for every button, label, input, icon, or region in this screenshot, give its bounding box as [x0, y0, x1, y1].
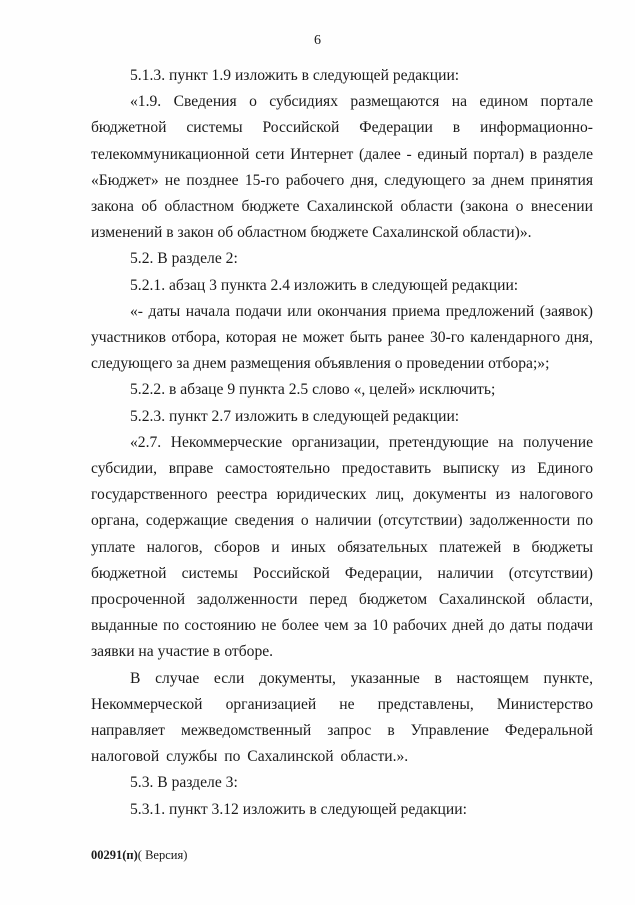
document-code: 00291(п): [91, 848, 138, 862]
document-footer-code: [91, 848, 187, 863]
paragraph-5-2-3: 5.2.3. пункт 2.7 изложить в следующей редакции:: [130, 407, 460, 425]
paragraph-5-2: 5.2. В разделе 2:: [130, 250, 238, 268]
paragraph-1-9-text: «1.9. Сведения о субсидиях размещаются на едином портале бюджетной системы Российской Федерации в информационно-телекоммуникационной сети Интернет (далее - единый портал) в разделе «Бюджет» не позднее 15-го рабочего дня, следующего за днем принятия закона об областном бюджете Сахалинской области (закона о внесении изменений в закон об областном бюджете Сахалинской области)».: [91, 93, 593, 242]
paragraph-5-3-1: 5.3.1. пункт 3.12 изложить в следующей редакции:: [130, 800, 467, 818]
paragraph-dates-text: «- даты начала подачи или окончания приема предложений (заявок) участников отбора, которая не может быть ранее 30-го календарного дня, следующего за днем размещения объявления о проведении отбора;»;: [91, 302, 593, 373]
document-body: [91, 63, 593, 823]
paragraph-2-7-text: «2.7. Некоммерческие организации, претендующие на получение субсидии, вправе самостоятельно предоставить выписку из Единого государственного реестра юридических лиц, документы из налогового органа, содержащие сведения о наличии (отсутствии) задолженности по уплате налогов, сборов и иных обязательных платежей в бюджеты бюджетной системы Российской Федерации, наличии (отсутствии) просроченной задолженности перед бюджетом Сахалинской области, выданные по состоянию не более чем за 10 рабочих дней до даты подачи заявки на участие в отборе.: [91, 433, 593, 661]
paragraph-5-2-2: 5.2.2. в абзаце 9 пункта 2.5 слово «, целей» исключить;: [130, 381, 496, 399]
paragraph-documents-not-provided: В случае если документы, указанные в настоящем пункте, Некоммерческой организацией не представлены, Министерство направляет межведомственный запрос в Управление Федеральной налоговой службы по Сахалинской области.».: [91, 669, 593, 766]
document-version: ( Версия): [137, 848, 188, 862]
paragraph-5-2-1: 5.2.1. абзац 3 пункта 2.4 изложить в следующей редакции:: [130, 276, 519, 294]
paragraph-5-3: 5.3. В разделе 3:: [130, 774, 238, 792]
paragraph-5-1-3: 5.1.3. пункт 1.9 изложить в следующей редакции:: [130, 67, 460, 84]
page-number: 6: [314, 33, 321, 48]
